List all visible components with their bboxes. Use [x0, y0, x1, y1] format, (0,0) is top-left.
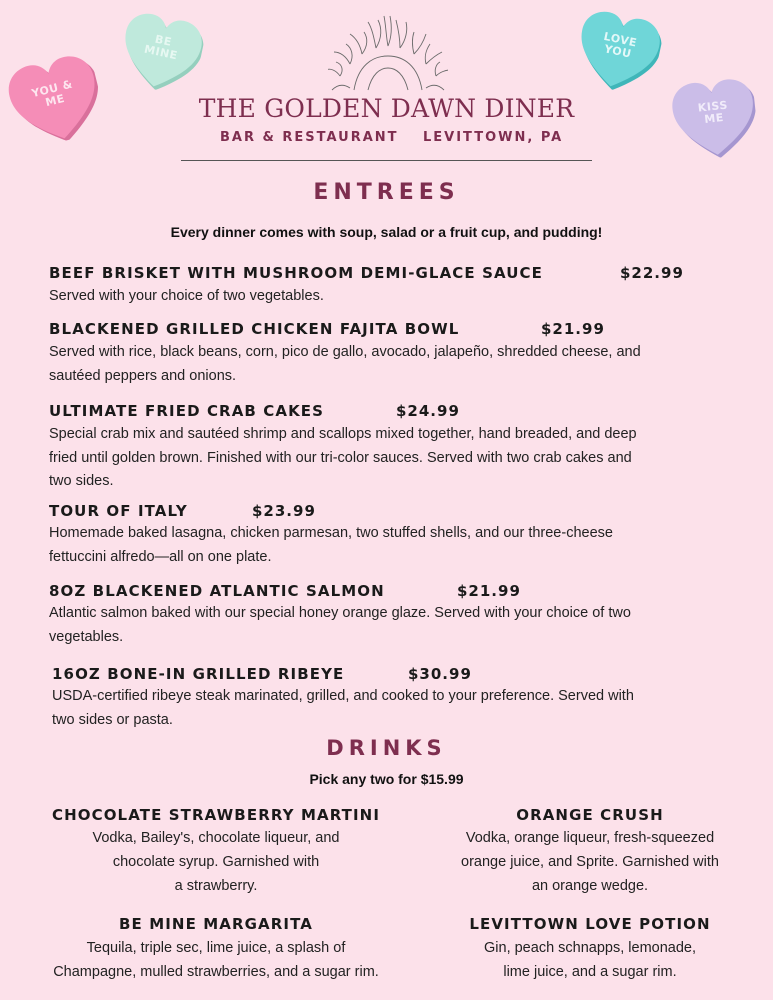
drink-name: LEVITTOWN LOVE POTION — [469, 915, 711, 933]
entree-description-line: Served with your choice of two vegetables. — [49, 288, 324, 304]
entree-description — [49, 423, 637, 494]
restaurant-title: THE GOLDEN DAWN DINER — [198, 94, 575, 123]
entree-description — [49, 341, 641, 388]
drink-description-line: orange juice, and Sprite. Garnished with — [461, 854, 719, 870]
heart-text: BE MINE — [143, 32, 179, 63]
candy-heart-love-you — [570, 4, 666, 97]
subtitle-location: LEVITTOWN, PA — [423, 130, 564, 145]
entree-name: 8OZ BLACKENED ATLANTIC SALMON — [49, 582, 385, 600]
entree-description — [49, 285, 324, 309]
entree-description-line: Atlantic salmon baked with our special honey orange glaze. Served with your choice of two — [49, 605, 631, 621]
drink-description-line: Champagne, mulled strawberries, and a sugar rim. — [53, 964, 379, 980]
entree-description-line: fettuccini alfredo—all on one plate. — [49, 548, 272, 565]
drink-description-line: lime juice, and a sugar rim. — [503, 964, 677, 980]
drink-description-line: Tequila, triple sec, lime juice, a splash of — [86, 940, 346, 956]
heart-text: YOU & ME — [30, 77, 75, 110]
entrees-note: Every dinner comes with soup, salad or a fruit cup, and pudding! — [170, 224, 603, 240]
drink-description-line: chocolate syrup. Garnished with — [112, 854, 320, 870]
entree-name: BEEF BRISKET WITH MUSHROOM DEMI-GLACE SAUCE — [49, 264, 543, 282]
entree-description-line: Served with rice, black beans, corn, pico de gallo, avocado, jalapeño, shredded cheese, and — [49, 344, 641, 360]
entree-description-line: Special crab mix and sautéed shrimp and scallops mixed together, hand breaded, and deep — [49, 426, 637, 442]
drink-description-line: Gin, peach schnapps, lemonade, — [484, 940, 696, 956]
drink-name: CHOCOLATE STRAWBERRY MARTINI — [51, 806, 381, 824]
drinks-heading: DRINKS — [326, 736, 447, 760]
entree-description-line: fried until golden brown. Finished with our tri-color sauces. Served with two crab cakes and — [49, 449, 632, 466]
entree-name: 16OZ BONE-IN GRILLED RIBEYE — [52, 665, 345, 683]
entree-name: TOUR OF ITALY — [49, 502, 188, 520]
drink-name: ORANGE CRUSH — [516, 806, 664, 824]
candy-heart-be-mine — [114, 7, 208, 98]
drink-description-line: a strawberry. — [174, 878, 258, 894]
drink-description — [30, 826, 402, 898]
drinks-note: Pick any two for $15.99 — [309, 771, 464, 787]
entree-description — [49, 522, 613, 569]
entree-description — [49, 602, 631, 649]
entrees-heading: ENTREES — [313, 180, 460, 205]
entree-price: $24.99 — [396, 402, 460, 420]
drink-description — [430, 826, 750, 898]
entree-name: ULTIMATE FRIED CRAB CAKES — [49, 402, 325, 420]
entree-price: $22.99 — [620, 264, 684, 282]
drink-description-line: Vodka, orange liqueur, fresh-squeezed — [465, 830, 715, 846]
entree-price: $23.99 — [252, 502, 316, 520]
sun-rays-icon — [328, 14, 448, 97]
drink-description-line: an orange wedge. — [531, 878, 649, 894]
drink-description — [20, 936, 412, 984]
entree-description-line: Homemade baked lasagna, chicken parmesan, two stuffed shells, and our three-cheese — [49, 525, 613, 541]
entree-price: $21.99 — [541, 320, 605, 338]
entree-price: $21.99 — [457, 582, 521, 600]
entree-description-line: two sides. — [49, 473, 114, 489]
entree-name: BLACKENED GRILLED CHICKEN FAJITA BOWL — [49, 320, 460, 338]
heart-text: KISS ME — [697, 98, 729, 126]
entree-description — [52, 685, 634, 732]
entree-description-line: vegetables. — [49, 628, 124, 645]
entree-description-line: USDA-certified ribeye steak marinated, grilled, and cooked to your preference. Served with — [52, 688, 634, 704]
entree-description-line: sautéed peppers and onions. — [49, 367, 237, 384]
subtitle-bar-restaurant: BAR & RESTAURANT — [220, 130, 399, 145]
header-divider — [181, 160, 592, 161]
drink-description-line: Vodka, Bailey's, chocolate liqueur, and — [92, 830, 340, 846]
drink-name: BE MINE MARGARITA — [119, 915, 313, 933]
drink-description — [430, 936, 750, 984]
entree-description-line: two sides or pasta. — [52, 711, 173, 728]
heart-text: LOVE YOU — [602, 29, 639, 61]
entree-price: $30.99 — [408, 665, 472, 683]
